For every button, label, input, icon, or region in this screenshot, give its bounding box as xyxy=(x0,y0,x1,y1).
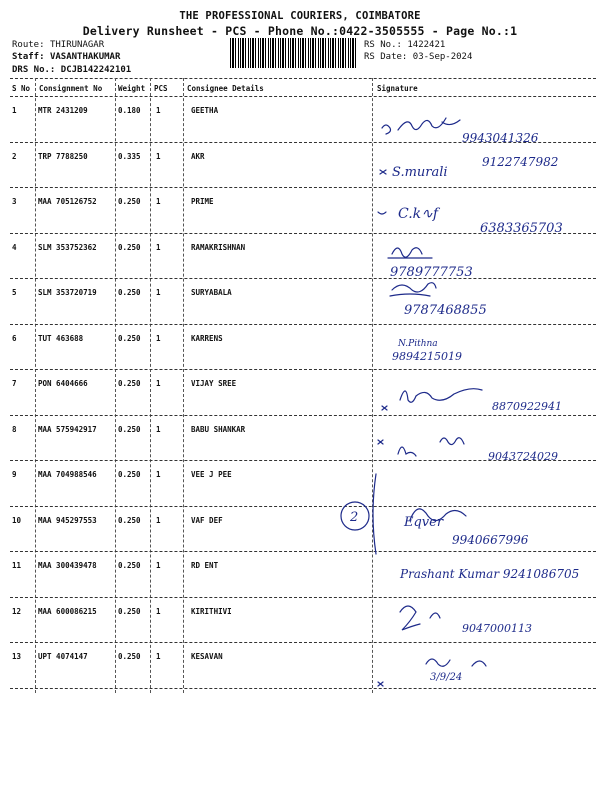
cell-consignment: MAA 945297553 xyxy=(38,515,97,525)
cell-weight: 0.250 xyxy=(118,379,141,388)
cell-consignee: GEETHA xyxy=(191,106,219,115)
cell-weight: 0.335 xyxy=(118,151,141,161)
cell-consignment: TRP 7788250 xyxy=(38,151,88,161)
col-weight-header: Weight xyxy=(118,84,146,93)
cell-consignee: RD ENT xyxy=(191,561,219,570)
cell-sno: 1 xyxy=(12,106,17,115)
column-divider xyxy=(372,78,373,693)
handwritten-note: 8870922941 xyxy=(492,400,562,413)
runsheet-subtitle: Delivery Runsheet - PCS - Phone No.:0422-3505555 - Page No.:1 xyxy=(82,24,518,38)
cell-consignee: AKR xyxy=(191,151,205,161)
cell-pcs: 1 xyxy=(156,379,161,388)
rs-date-value: 03-Sep-2024 xyxy=(412,52,473,62)
cell-consignment: PON 6404666 xyxy=(38,379,88,388)
handwritten-name: N.Pithna xyxy=(398,339,438,349)
route-label: Route: xyxy=(12,40,45,50)
signature-scribble xyxy=(378,659,486,686)
cell-pcs: 1 xyxy=(156,242,161,252)
handwritten-note: 6383365703 xyxy=(480,221,563,236)
rs-no-label: RS No.: xyxy=(364,40,402,50)
cell-sno: 2 xyxy=(12,151,17,161)
cell-weight: 0.250 xyxy=(118,242,141,252)
cell-pcs: 1 xyxy=(156,333,161,343)
cell-sno: 8 xyxy=(12,424,17,434)
signature-scribble xyxy=(382,389,482,410)
handwritten-name: C.k∿f xyxy=(398,206,439,222)
staff-line xyxy=(12,52,120,62)
row-separator xyxy=(10,233,596,234)
signature-scribble xyxy=(410,509,466,521)
header-rule-top xyxy=(10,78,596,79)
cell-consignee: VAF DEF xyxy=(191,515,223,525)
cell-pcs: 1 xyxy=(156,652,161,661)
route-value: THIRUNAGAR xyxy=(49,40,105,50)
bracket-mark xyxy=(373,474,376,554)
company-title: THE PROFESSIONAL COURIERS, COIMBATORE xyxy=(179,10,421,22)
row-separator xyxy=(10,460,596,461)
drs-value: DCJB142242101 xyxy=(60,65,132,75)
handwritten-note: 9122747982 xyxy=(482,155,559,169)
rs-date-label: RS Date: xyxy=(364,52,408,62)
column-divider xyxy=(150,78,151,693)
cell-consignee: SURYABALA xyxy=(191,288,232,297)
handwritten-note: 9940667996 xyxy=(452,533,529,547)
cell-pcs: 1 xyxy=(156,151,161,161)
row-separator xyxy=(10,688,596,689)
cell-pcs: 1 xyxy=(156,106,161,115)
cell-weight: 0.250 xyxy=(118,606,141,616)
cell-sno: 10 xyxy=(12,515,22,525)
cell-weight: 0.250 xyxy=(118,470,141,479)
col-pcs-header: PCS xyxy=(154,84,168,93)
handwritten-note: 9894215019 xyxy=(392,350,462,363)
cell-consignee: VEE J PEE xyxy=(191,470,232,479)
rs-date-line xyxy=(364,52,472,62)
cell-weight: 0.250 xyxy=(118,288,141,297)
cell-consignee: PRIME xyxy=(191,197,214,206)
cell-weight: 0.250 xyxy=(118,197,141,206)
signature-scribble xyxy=(378,438,464,456)
cell-consignee: KIRITHIVI xyxy=(191,606,232,616)
signature-scribble xyxy=(378,212,386,214)
cell-consignee: RAMAKRISHNAN xyxy=(191,242,246,252)
row-separator xyxy=(10,551,596,552)
row-separator xyxy=(10,187,596,188)
cell-pcs: 1 xyxy=(156,288,161,297)
column-divider xyxy=(35,78,36,693)
handwritten-note: Prashant Kumar 9241086705 xyxy=(400,567,580,581)
cell-weight: 0.250 xyxy=(118,424,141,434)
handwritten-note: 9789777753 xyxy=(390,265,473,280)
cell-pcs: 1 xyxy=(156,470,161,479)
cell-pcs: 1 xyxy=(156,197,161,206)
column-divider xyxy=(183,78,184,693)
cell-sno: 11 xyxy=(12,561,22,570)
cell-sno: 13 xyxy=(12,652,22,661)
cell-sno: 12 xyxy=(12,606,22,616)
handwritten-note: 3/9/24 xyxy=(430,672,463,683)
cell-consignee: VIJAY SREE xyxy=(191,379,237,388)
rs-no-line xyxy=(364,40,445,50)
cell-consignee: KESAVAN xyxy=(191,652,223,661)
cell-consignment: MAA 300439478 xyxy=(38,561,97,570)
signature-scribble xyxy=(382,118,460,134)
signature-scribble xyxy=(380,170,386,174)
cell-consignment: MAA 600086215 xyxy=(38,606,97,616)
cell-weight: 0.180 xyxy=(118,106,141,115)
col-consignee-header: Consignee Details xyxy=(187,84,264,93)
col-consignment-header: Consignment No xyxy=(39,84,103,93)
cell-weight: 0.250 xyxy=(118,652,141,661)
col-signature-header: Signature xyxy=(377,84,418,93)
cell-consignee: KARRENS xyxy=(191,333,223,343)
cell-consignment: MAA 705126752 xyxy=(38,197,97,206)
cell-weight: 0.250 xyxy=(118,561,141,570)
staff-value: VASANTHAKUMAR xyxy=(49,52,121,62)
cell-pcs: 1 xyxy=(156,561,161,570)
route-line xyxy=(12,40,104,50)
cell-sno: 7 xyxy=(12,379,17,388)
cell-pcs: 1 xyxy=(156,606,161,616)
col-sno-header: S No xyxy=(12,84,31,93)
cell-consignment: MAA 704988546 xyxy=(38,470,97,479)
cell-consignment: MAA 575942917 xyxy=(38,424,97,434)
row-separator xyxy=(10,369,596,370)
handwritten-note: 9047000113 xyxy=(462,622,532,635)
drs-label: DRS No.: xyxy=(12,65,56,75)
header-rule-bottom xyxy=(10,96,596,97)
cell-weight: 0.250 xyxy=(118,333,141,343)
cell-sno: 5 xyxy=(12,288,17,297)
column-divider xyxy=(115,78,116,693)
cell-consignment: TUT 463688 xyxy=(38,333,84,343)
row-separator xyxy=(10,506,596,507)
barcode xyxy=(230,38,356,68)
cell-consignment: SLM 353720719 xyxy=(38,288,97,297)
cell-sno: 9 xyxy=(12,470,17,479)
row-separator xyxy=(10,415,596,416)
staff-label: Staff: xyxy=(12,52,45,62)
cell-sno: 6 xyxy=(12,333,17,343)
row-separator xyxy=(10,642,596,643)
cell-consignment: SLM 353752362 xyxy=(38,242,97,252)
row-separator xyxy=(10,597,596,598)
cell-sno: 3 xyxy=(12,197,17,206)
cell-sno: 4 xyxy=(12,242,17,252)
handwritten-note: 9043724029 xyxy=(488,450,558,463)
cell-weight: 0.250 xyxy=(118,515,141,525)
drs-line xyxy=(12,65,131,75)
handwritten-name: Eqver xyxy=(404,515,444,530)
signature-scribble xyxy=(400,606,440,630)
cell-consignment: MTR 2431209 xyxy=(38,106,88,115)
handwritten-note: 9787468855 xyxy=(404,303,487,318)
cell-consignee: BABU SHANKAR xyxy=(191,424,246,434)
cell-pcs: 1 xyxy=(156,515,161,525)
row-separator xyxy=(10,324,596,325)
signature-scribble xyxy=(388,248,432,258)
signature-scribble xyxy=(390,283,436,296)
cell-consignment: UPT 4074147 xyxy=(38,652,88,661)
handwritten-name: S.murali xyxy=(392,165,448,180)
circled-number: 2 xyxy=(350,510,359,525)
handwritten-note: 9943041326 xyxy=(462,131,539,145)
row-separator xyxy=(10,142,596,143)
rs-no-value: 1422421 xyxy=(407,40,446,50)
cell-pcs: 1 xyxy=(156,424,161,434)
row-separator xyxy=(10,278,596,279)
